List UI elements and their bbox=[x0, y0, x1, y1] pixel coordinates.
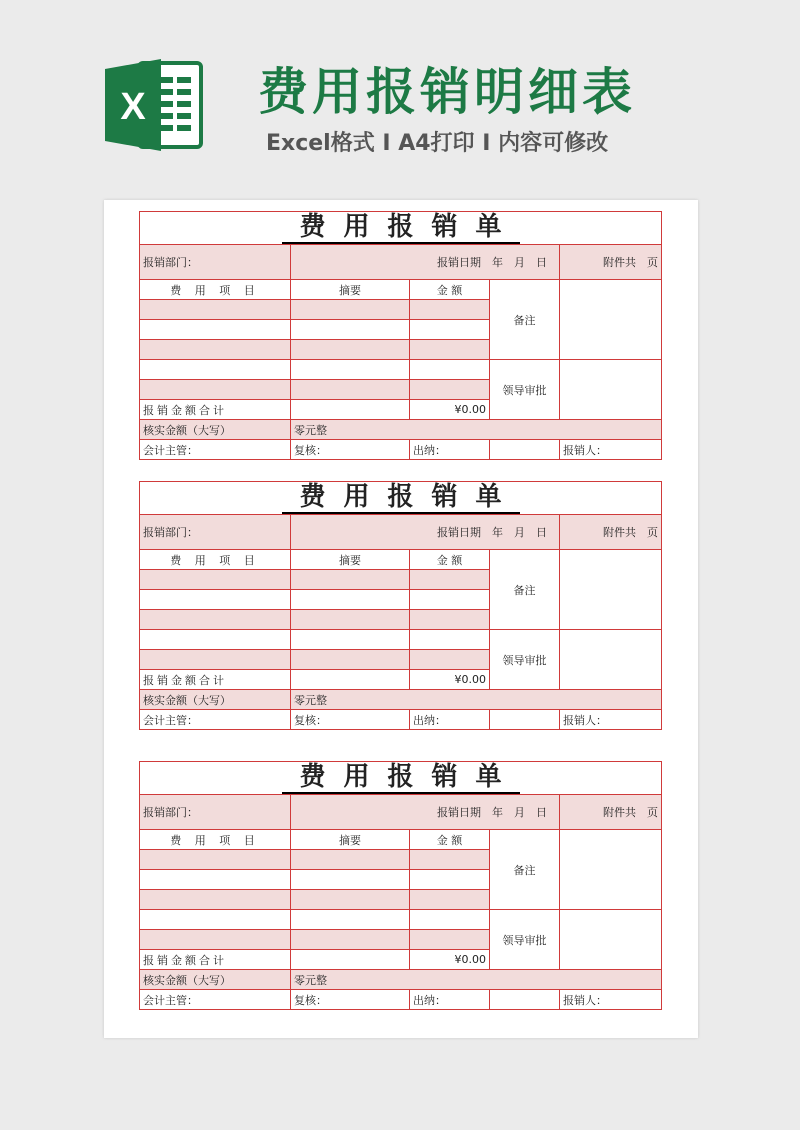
dept-label[interactable]: 报销部门： bbox=[140, 795, 291, 830]
cashier-label[interactable]: 出纳： bbox=[410, 440, 490, 460]
summary-cell[interactable] bbox=[291, 360, 410, 380]
page-title: 费用报销明细表 bbox=[258, 63, 636, 121]
accountant-label[interactable]: 会计主管： bbox=[140, 990, 291, 1010]
form-title-cell bbox=[140, 482, 662, 515]
cashier-label[interactable]: 出纳： bbox=[410, 990, 490, 1010]
item-cell[interactable] bbox=[140, 340, 291, 360]
remark-cell[interactable] bbox=[560, 280, 662, 360]
review-label[interactable]: 复核： bbox=[291, 990, 410, 1010]
date-label[interactable]: 报销日期 年 月 日 bbox=[291, 795, 560, 830]
approval-label: 领导审批 bbox=[490, 630, 560, 690]
expense-form-2 bbox=[139, 481, 661, 730]
total-summary-cell[interactable] bbox=[291, 400, 410, 420]
item-cell[interactable] bbox=[140, 870, 291, 890]
actual-amount-label: 核实金额（大写） bbox=[140, 420, 291, 440]
dept-label[interactable]: 报销部门： bbox=[140, 245, 291, 280]
summary-cell[interactable] bbox=[291, 930, 410, 950]
summary-cell[interactable] bbox=[291, 320, 410, 340]
amount-cell[interactable] bbox=[410, 650, 490, 670]
item-cell[interactable] bbox=[140, 320, 291, 340]
dept-label[interactable]: 报销部门： bbox=[140, 515, 291, 550]
summary-cell[interactable] bbox=[291, 610, 410, 630]
amount-cell[interactable] bbox=[410, 850, 490, 870]
amount-cell[interactable] bbox=[410, 890, 490, 910]
remark-label: 备注 bbox=[490, 550, 560, 630]
summary-cell[interactable] bbox=[291, 340, 410, 360]
amount-cell[interactable] bbox=[410, 340, 490, 360]
amount-cell[interactable] bbox=[410, 930, 490, 950]
total-label: 报销金额合计 bbox=[140, 400, 291, 420]
item-cell[interactable] bbox=[140, 630, 291, 650]
expense-form-1 bbox=[139, 211, 661, 460]
form-title: 费用报销单 bbox=[282, 762, 520, 794]
item-cell[interactable] bbox=[140, 930, 291, 950]
amount-cell[interactable] bbox=[410, 570, 490, 590]
remark-label: 备注 bbox=[490, 280, 560, 360]
total-value[interactable]: ¥0.00 bbox=[410, 670, 490, 690]
summary-cell[interactable] bbox=[291, 890, 410, 910]
remark-label: 备注 bbox=[490, 830, 560, 910]
claimant-label[interactable]: 报销人： bbox=[560, 710, 662, 730]
summary-cell[interactable] bbox=[291, 630, 410, 650]
summary-cell[interactable] bbox=[291, 870, 410, 890]
remark-cell[interactable] bbox=[560, 550, 662, 630]
excel-logo-icon bbox=[101, 55, 205, 155]
amount-cell[interactable] bbox=[410, 870, 490, 890]
attach-label[interactable]: 附件共 页 bbox=[560, 245, 662, 280]
amount-cell[interactable] bbox=[410, 320, 490, 340]
claimant-label[interactable]: 报销人： bbox=[560, 990, 662, 1010]
item-cell[interactable] bbox=[140, 570, 291, 590]
item-cell[interactable] bbox=[140, 850, 291, 870]
total-summary-cell[interactable] bbox=[291, 670, 410, 690]
claimant-label[interactable]: 报销人： bbox=[560, 440, 662, 460]
summary-cell[interactable] bbox=[291, 590, 410, 610]
cashier-value-cell[interactable] bbox=[490, 990, 560, 1010]
form-title: 费用报销单 bbox=[282, 482, 520, 514]
total-value[interactable]: ¥0.00 bbox=[410, 950, 490, 970]
summary-cell[interactable] bbox=[291, 650, 410, 670]
actual-amount-label: 核实金额（大写） bbox=[140, 970, 291, 990]
item-cell[interactable] bbox=[140, 300, 291, 320]
item-cell[interactable] bbox=[140, 590, 291, 610]
approval-cell[interactable] bbox=[560, 630, 662, 690]
total-value[interactable]: ¥0.00 bbox=[410, 400, 490, 420]
remark-cell[interactable] bbox=[560, 830, 662, 910]
svg-text:X: X bbox=[120, 86, 146, 128]
approval-label: 领导审批 bbox=[490, 360, 560, 420]
summary-cell[interactable] bbox=[291, 910, 410, 930]
attach-label[interactable]: 附件共 页 bbox=[560, 515, 662, 550]
date-label[interactable]: 报销日期 年 月 日 bbox=[291, 515, 560, 550]
col-amount-header: 金 额 bbox=[410, 550, 490, 570]
amount-cell[interactable] bbox=[410, 300, 490, 320]
total-label: 报销金额合计 bbox=[140, 670, 291, 690]
approval-cell[interactable] bbox=[560, 910, 662, 970]
amount-cell[interactable] bbox=[410, 610, 490, 630]
amount-cell[interactable] bbox=[410, 380, 490, 400]
page-subtitle: Excel格式 I A4打印 I 内容可修改 bbox=[266, 131, 609, 156]
amount-cell[interactable] bbox=[410, 910, 490, 930]
col-item-header: 费 用 项 目 bbox=[140, 830, 291, 850]
item-cell[interactable] bbox=[140, 650, 291, 670]
col-summary-header: 摘要 bbox=[291, 550, 410, 570]
summary-cell[interactable] bbox=[291, 300, 410, 320]
actual-amount-label: 核实金额（大写） bbox=[140, 690, 291, 710]
col-summary-header: 摘要 bbox=[291, 830, 410, 850]
date-label[interactable]: 报销日期 年 月 日 bbox=[291, 245, 560, 280]
summary-cell[interactable] bbox=[291, 570, 410, 590]
item-cell[interactable] bbox=[140, 360, 291, 380]
cashier-value-cell[interactable] bbox=[490, 440, 560, 460]
summary-cell[interactable] bbox=[291, 380, 410, 400]
total-label: 报销金额合计 bbox=[140, 950, 291, 970]
amount-cell[interactable] bbox=[410, 360, 490, 380]
approval-label: 领导审批 bbox=[490, 910, 560, 970]
item-cell[interactable] bbox=[140, 890, 291, 910]
col-item-header: 费 用 项 目 bbox=[140, 280, 291, 300]
accountant-label[interactable]: 会计主管： bbox=[140, 710, 291, 730]
accountant-label[interactable]: 会计主管： bbox=[140, 440, 291, 460]
amount-cell[interactable] bbox=[410, 590, 490, 610]
cashier-value-cell[interactable] bbox=[490, 710, 560, 730]
summary-cell[interactable] bbox=[291, 850, 410, 870]
item-cell[interactable] bbox=[140, 380, 291, 400]
col-item-header: 费 用 项 目 bbox=[140, 550, 291, 570]
form-title-cell bbox=[140, 762, 662, 795]
review-label[interactable]: 复核： bbox=[291, 440, 410, 460]
expense-form-3 bbox=[139, 761, 661, 1010]
attach-label[interactable]: 附件共 页 bbox=[560, 795, 662, 830]
actual-amount-value[interactable]: 零元整 bbox=[291, 970, 662, 990]
item-cell[interactable] bbox=[140, 610, 291, 630]
form-title: 费用报销单 bbox=[282, 212, 520, 244]
col-amount-header: 金 额 bbox=[410, 830, 490, 850]
actual-amount-value[interactable]: 零元整 bbox=[291, 420, 662, 440]
approval-cell[interactable] bbox=[560, 360, 662, 420]
amount-cell[interactable] bbox=[410, 630, 490, 650]
col-summary-header: 摘要 bbox=[291, 280, 410, 300]
form-title-cell bbox=[140, 212, 662, 245]
item-cell[interactable] bbox=[140, 910, 291, 930]
cashier-label[interactable]: 出纳： bbox=[410, 710, 490, 730]
total-summary-cell[interactable] bbox=[291, 950, 410, 970]
actual-amount-value[interactable]: 零元整 bbox=[291, 690, 662, 710]
review-label[interactable]: 复核： bbox=[291, 710, 410, 730]
col-amount-header: 金 额 bbox=[410, 280, 490, 300]
